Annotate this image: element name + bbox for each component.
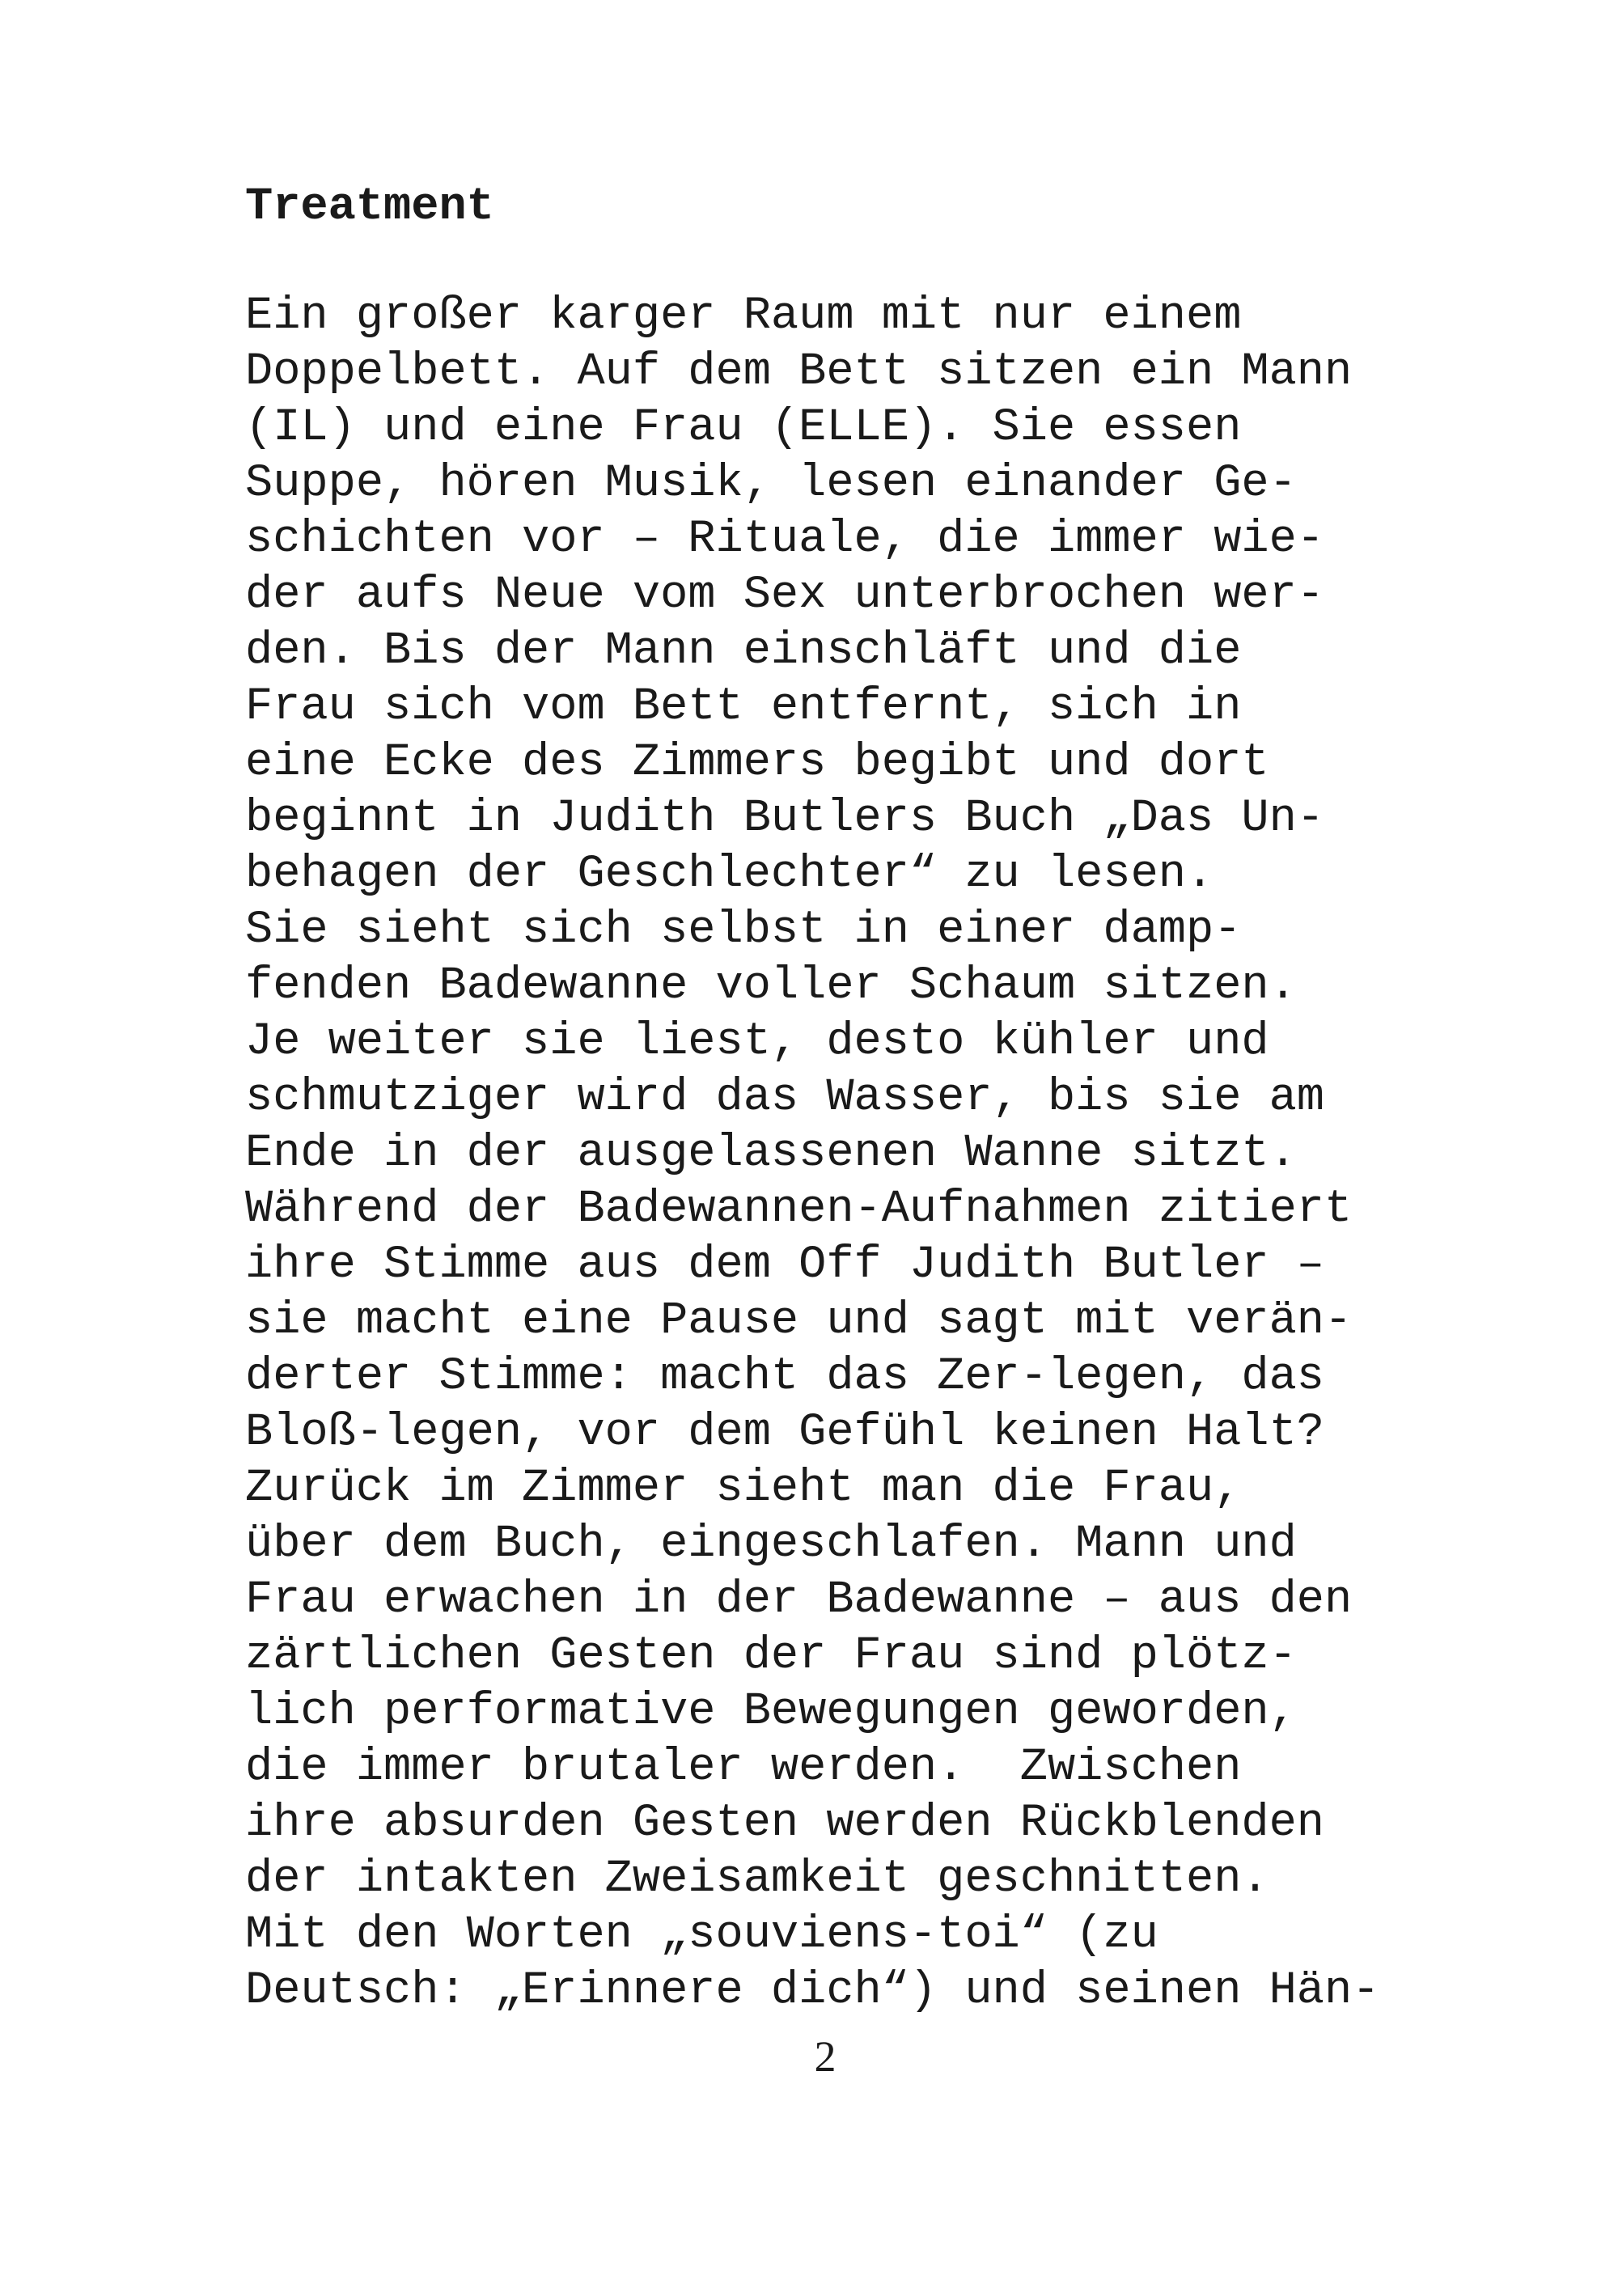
page-number: 2 <box>814 2032 837 2081</box>
text-line: beginnt in Judith Butlers Buch „Das Un- <box>245 793 1325 845</box>
text-line: lich performative Bewegungen geworden, <box>245 1686 1297 1738</box>
text-line: Deutsch: „Erinnere dich“) und seinen Hän- <box>245 1965 1380 2017</box>
text-line: Frau erwachen in der Badewanne – aus den <box>245 1574 1353 1626</box>
text-line: Während der Badewannen-Aufnahmen zitiert <box>245 1184 1353 1235</box>
text-line: sie macht eine Pause und sagt mit verän- <box>245 1295 1353 1347</box>
text-line: Suppe, hören Musik, lesen einander Ge- <box>245 458 1297 510</box>
text-line: über dem Buch, eingeschlafen. Mann und <box>245 1519 1297 1570</box>
text-line: eine Ecke des Zimmers begibt und dort <box>245 737 1269 789</box>
text-line: Zurück im Zimmer sieht man die Frau, <box>245 1463 1242 1514</box>
text-line: der aufs Neue vom Sex unterbrochen wer- <box>245 570 1325 621</box>
text-line: Je weiter sie liest, desto kühler und <box>245 1016 1269 1068</box>
text-line: behagen der Geschlechter“ zu lesen. <box>245 849 1214 900</box>
text-line: Bloß-legen, vor dem Gefühl keinen Halt? <box>245 1407 1325 1459</box>
text-line: zärtlichen Gesten der Frau sind plötz- <box>245 1630 1297 1682</box>
text-line: schichten vor – Rituale, die immer wie- <box>245 514 1325 566</box>
text-line: Ein großer karger Raum mit nur einem <box>245 290 1242 342</box>
text-line: ihre absurden Gesten werden Rückblenden <box>245 1798 1325 1849</box>
text-line: die immer brutaler werden. Zwischen <box>245 1742 1242 1794</box>
text-line: ihre Stimme aus dem Off Judith Butler – <box>245 1239 1325 1291</box>
text-line: Doppelbett. Auf dem Bett sitzen ein Mann <box>245 346 1353 398</box>
text-line: den. Bis der Mann einschläft und die <box>245 625 1242 677</box>
body-text <box>245 289 1540 2019</box>
text-line: schmutziger wird das Wasser, bis sie am <box>245 1072 1325 1124</box>
text-line: der intakten Zweisamkeit geschnitten. <box>245 1853 1269 1905</box>
text-line: (IL) und eine Frau (ELLE). Sie essen <box>245 402 1242 454</box>
text-line: Ende in der ausgelassenen Wanne sitzt. <box>245 1128 1297 1180</box>
text-line: Sie sieht sich selbst in einer damp- <box>245 904 1242 956</box>
text-line: Mit den Worten „souviens-toi“ (zu <box>245 1909 1158 1961</box>
text-line: fenden Badewanne voller Schaum sitzen. <box>245 960 1297 1012</box>
document-title: Treatment <box>245 181 494 233</box>
text-line: derter Stimme: macht das Zer-legen, das <box>245 1351 1325 1403</box>
text-line: Frau sich vom Bett entfernt, sich in <box>245 681 1242 733</box>
